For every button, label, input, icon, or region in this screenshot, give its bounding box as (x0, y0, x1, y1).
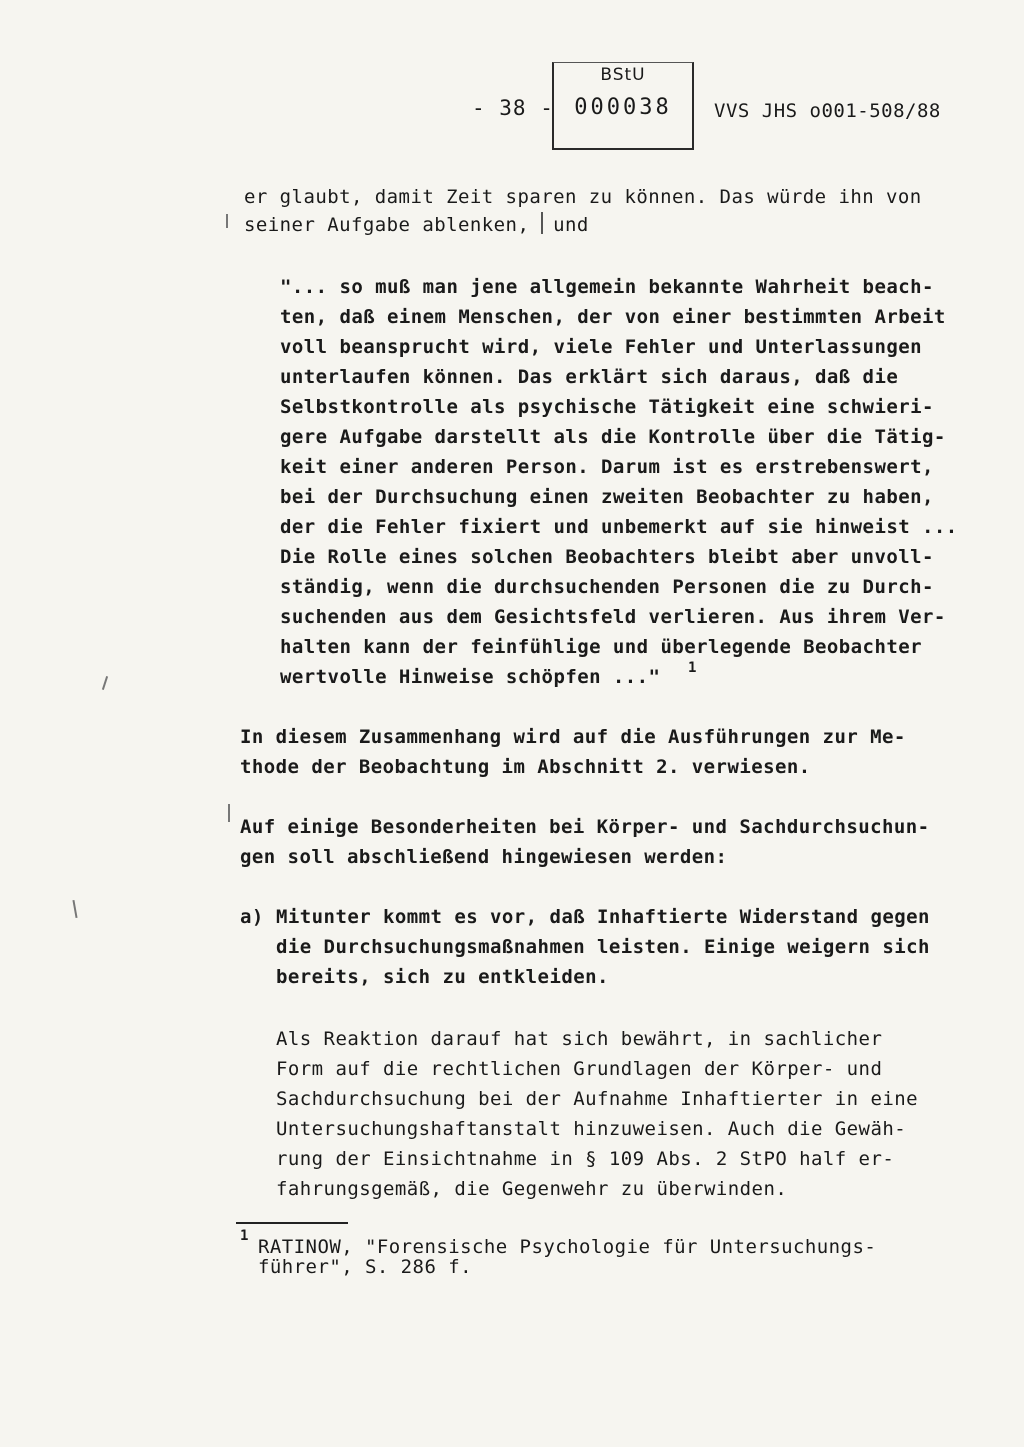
quote-line: wertvolle Hinweise schöpfen ..." (280, 666, 661, 688)
footnote-line: führer", S. 286 f. (258, 1256, 473, 1278)
list-item-line: rung der Einsichtnahme in § 109 Abs. 2 StPO half er- (276, 1148, 895, 1170)
paragraph-line: gen soll abschließend hingewiesen werden: (240, 846, 728, 868)
quote-line: unterlaufen können. Das erklärt sich daraus, daß die (280, 366, 899, 388)
list-item-label: a) (240, 906, 264, 928)
intro-line: seiner Aufgabe ablenken, und (244, 214, 589, 236)
document-reference: VVS JHS o001-508/88 (714, 100, 941, 122)
paragraph-line: Auf einige Besonderheiten bei Körper- und Sachdurchsuchun- (240, 816, 930, 838)
list-item-line: Als Reaktion darauf hat sich bewährt, in sachlicher (276, 1028, 883, 1050)
quote-line: "... so muß man jene allgemein bekannte Wahrheit beach- (280, 276, 934, 298)
stamp-label: BStU (600, 65, 646, 85)
margin-mark (102, 676, 108, 690)
archive-stamp (552, 62, 694, 150)
quote-line: halten kann der feinfühlige und überlegende Beobachter (280, 636, 923, 658)
list-item-line: bereits, sich zu entkleiden. (276, 966, 609, 988)
footnote-mark: 1 (240, 1228, 249, 1244)
quote-line: bei der Durchsuchung einen zweiten Beobachter zu haben, (280, 486, 934, 508)
list-item-line: Sachdurchsuchung bei der Aufnahme Inhaftierter in eine (276, 1088, 919, 1110)
paragraph-line: In diesem Zusammenhang wird auf die Ausführungen zur Me- (240, 726, 906, 748)
margin-mark (226, 214, 228, 228)
quote-line: Die Rolle eines solchen Beobachters bleibt aber unvoll- (280, 546, 934, 568)
footnote-line: RATINOW, "Forensische Psychologie für Untersuchungs- (258, 1236, 877, 1258)
footnote-separator (236, 1222, 348, 1224)
margin-mark (228, 804, 230, 822)
quote-line: voll beansprucht wird, viele Fehler und Unterlassungen (280, 336, 923, 358)
page-number: - 38 - (472, 96, 554, 120)
quote-line: gere Aufgabe darstellt als die Kontrolle über die Tätig- (280, 426, 946, 448)
list-item-line: Untersuchungshaftanstalt hinzuweisen. Auch die Gewäh- (276, 1118, 907, 1140)
quote-line: der die Fehler fixiert und unbemerkt auf sie hinweist ... (280, 516, 958, 538)
quote-line: ten, daß einem Menschen, der von einer bestimmten Arbeit (280, 306, 946, 328)
paragraph-line: thode der Beobachtung im Abschnitt 2. verwiesen. (240, 756, 811, 778)
quote-line: ständig, wenn die durchsuchenden Personen die zu Durch- (280, 576, 934, 598)
margin-mark (72, 900, 77, 918)
quote-line: suchenden aus dem Gesichtsfeld verlieren. Aus ihrem Ver- (280, 606, 946, 628)
quote-line: Selbstkontrolle als psychische Tätigkeit eine schwieri- (280, 396, 934, 418)
stamp-number: 000038 (574, 95, 672, 120)
list-item-line: die Durchsuchungsmaßnahmen leisten. Einige weigern sich (276, 936, 930, 958)
list-item-line: fahrungsgemäß, die Gegenwehr zu überwinden. (276, 1178, 788, 1200)
quote-line: keit einer anderen Person. Darum ist es erstrebenswert, (280, 456, 934, 478)
list-item-line: Mitunter kommt es vor, daß Inhaftierte Widerstand gegen (276, 906, 930, 928)
list-item-line: Form auf die rechtlichen Grundlagen der Körper- und (276, 1058, 883, 1080)
footnote-reference: 1 (688, 660, 697, 676)
intro-line: er glaubt, damit Zeit sparen zu können. Das würde ihn von (244, 186, 922, 208)
